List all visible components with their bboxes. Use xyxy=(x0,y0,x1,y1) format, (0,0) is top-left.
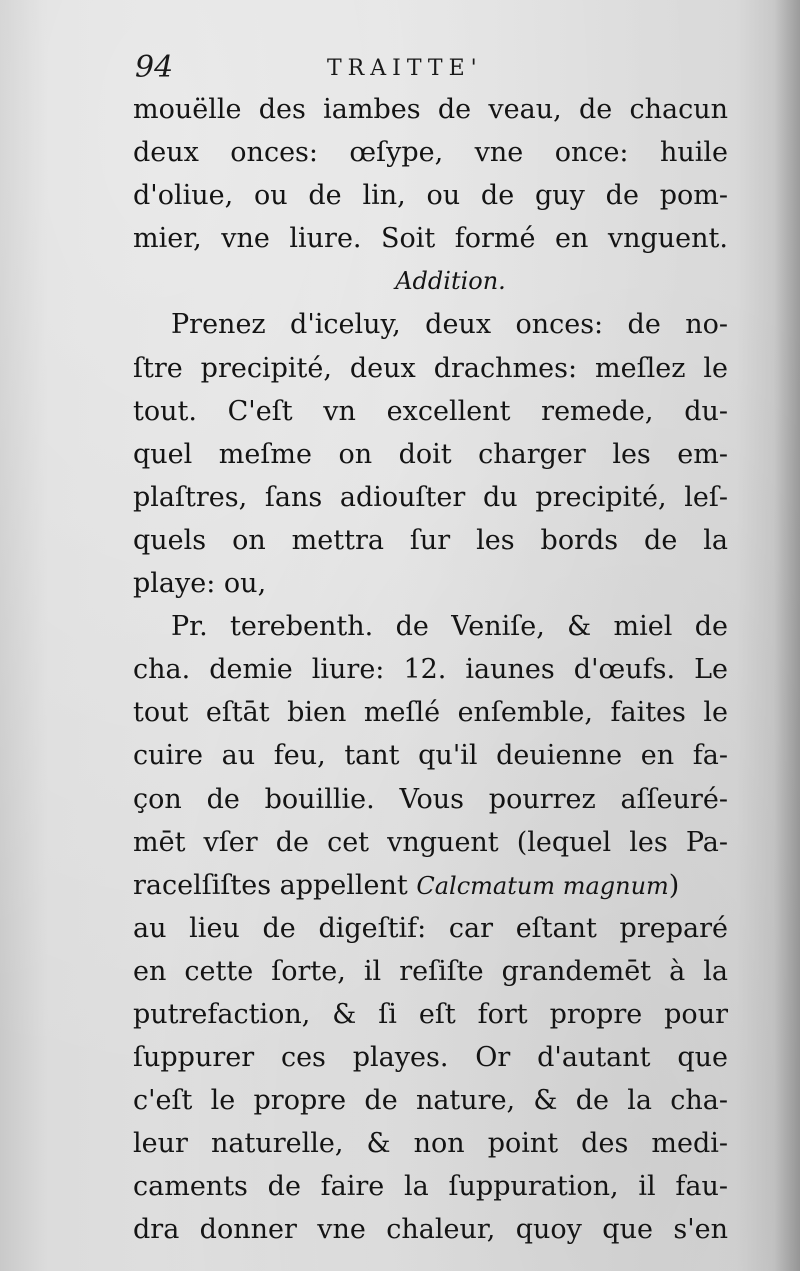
page-edge-shadow xyxy=(774,0,800,1271)
text-line: cuire au feu, tant qu'il deuienne en fa- xyxy=(133,740,728,772)
text-line: Prenez d'iceluy, deux onces: de no- xyxy=(171,309,728,341)
text-line: en cette ſorte, il reſiſte grandemēt à la xyxy=(133,955,728,987)
text-line: çon de bouillie. Vous pourrez aſſeuré- xyxy=(133,783,728,815)
italic-term: Calcmatum magnum xyxy=(416,871,669,900)
text-line: dra donner vne chaleur, quoy que s'en xyxy=(133,1214,728,1246)
text-line: ſuppurer ces playes. Or d'autant que xyxy=(133,1042,728,1074)
text-line: plaſtres, ſans adiouſter du precipité, leſ- xyxy=(133,481,728,513)
text-segment: racelſiſtes appellent xyxy=(133,869,417,901)
text-line: deux onces: œſype, vne once: huile xyxy=(133,137,728,169)
text-line: tout. C'eſt vn excellent remede, du- xyxy=(133,395,728,427)
page-header xyxy=(135,50,725,90)
text-line: d'oliue, ou de lin, ou de guy de pom- xyxy=(133,180,728,212)
text-line-with-italic xyxy=(133,864,728,907)
text-line: quels on mettra ſur les bords de la xyxy=(133,524,728,556)
text-line: quel meſme on doit charger les em- xyxy=(133,438,728,470)
body-text xyxy=(133,88,728,1252)
text-line: leur naturelle, & non point des medi- xyxy=(133,1128,728,1160)
text-line: playe: ou, xyxy=(133,568,267,600)
text-line: tout eſtāt bien meſlé enſemble, faites le xyxy=(133,697,728,729)
text-line: au lieu de digeſtif: car eſtant preparé xyxy=(133,912,728,944)
text-line: c'eſt le propre de nature, & de la cha- xyxy=(133,1085,728,1117)
text-line: mēt vſer de cet vnguent (lequel les Pa- xyxy=(133,826,728,858)
page-number: 94 xyxy=(135,50,174,85)
addition-heading: Addition. xyxy=(395,267,506,296)
text-line: mouëlle des iambes de veau, de chacun xyxy=(133,94,728,125)
text-line: mier, vne liure. Soit formé en vnguent. xyxy=(133,223,728,255)
text-line: ſtre precipité, deux drachmes: meſlez le xyxy=(133,352,728,384)
text-line: caments de faire la ſuppuration, il fau- xyxy=(133,1171,728,1203)
running-head: TRAITTE' xyxy=(327,56,483,81)
text-line: putrefaction, & ſi eſt fort propre pour xyxy=(133,998,728,1030)
text-segment: ) xyxy=(668,869,680,901)
text-line: cha. demie liure: 12. iaunes d'œufs. Le xyxy=(133,654,728,686)
text-line: Pr. terebenth. de Veniſe, & miel de xyxy=(171,611,728,643)
